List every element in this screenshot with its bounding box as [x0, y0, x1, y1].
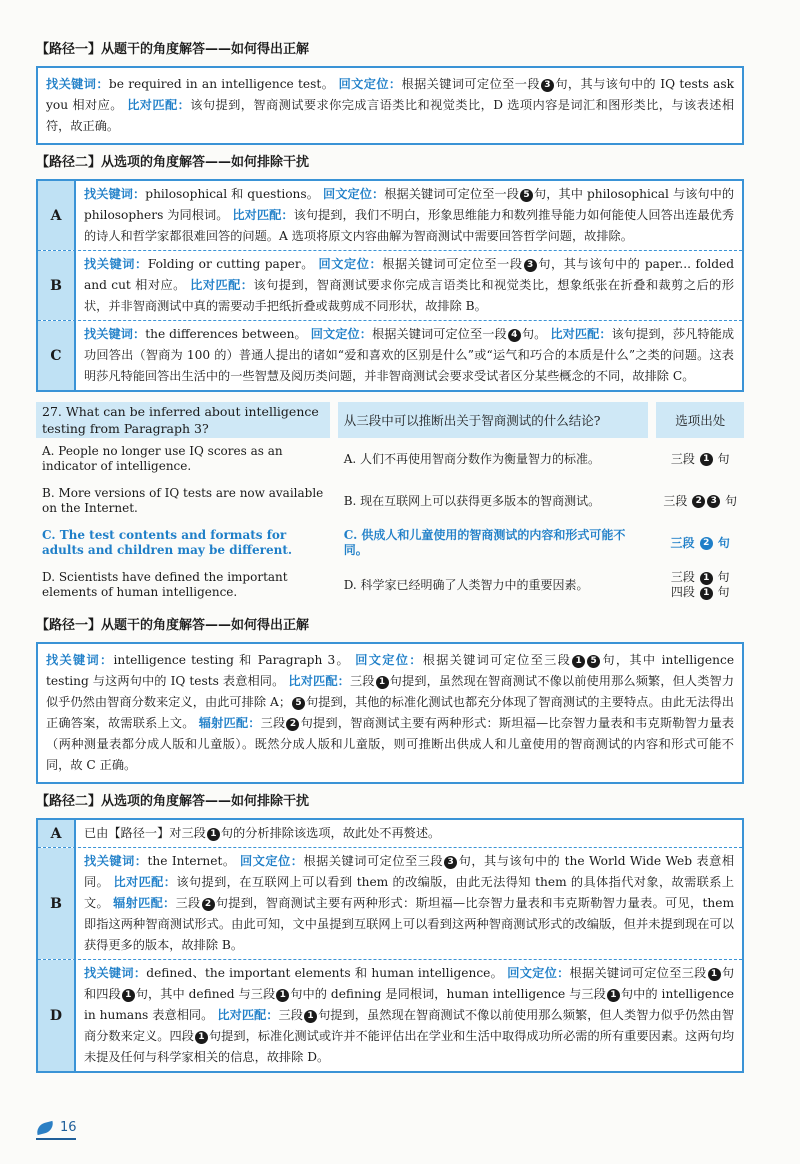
option-zh: B. 现在互联网上可以获得更多版本的智商测试。 [343, 493, 601, 508]
sentence-number-icon: 1 [700, 453, 713, 466]
option-row-d [38, 959, 742, 1071]
match-label: 比对匹配： [127, 98, 191, 112]
option-en: B. More versions of IQ tests are now available on the Internet. [42, 486, 324, 515]
route1-box: 找关键词：be required in an intelligence test。 回文定位：根据关键词可定位至一段 3 句，其与该句中的 IQ tests ask you 相对应。 比对匹配：该句提到，智商测试要求你完成言语类比和视觉类比，D 选项内容是词汇和图形类比，与该表述相符，故正确。 [36, 66, 744, 145]
footer-underline [36, 1138, 76, 1140]
option-label: A [38, 820, 76, 847]
option-text: 找关键词：the differences between。 回文定位：根据关键词可定位至一段 4 句。 比对匹配：该句提到，莎凡特能成功回答出（智商为 100 的）普通人提出的诸如“爱和喜欢的区别是什么”或“运气和巧合的本质是什么”之类的问题。这表明莎凡特能回答出生活中的一些智慧及阅历类问题，并非智商测试会要求受试者区分某些概念的不同，故排除 C。 [84, 327, 735, 383]
route2-title: 【路径二】从选项的角度解答——如何排除干扰 [36, 155, 310, 170]
sentence-number-icon: 5 [587, 655, 600, 668]
chinese-column [338, 402, 649, 606]
route1-box-2: 找关键词：intelligence testing 和 Paragraph 3。 回文定位：根据关键词可定位至三段 1 5 句，其中 intelligence testing 与这两句中的 IQ tests 表意相同。 比对匹配：三段 1 句提到，虽然现在智商测试不像以前使用那么频繁，但人类智力似乎仍然由智商分数来定义，由此可排除 A； 5 句提到，其他的标准化测试也都充分体现了智商测试的主要特点。由此无法得出正确答案，故需联系上文。 辐射匹配：三段 2 句提到，智商测试主要有两种形式：斯坦福—比奈智力量表和韦克斯勒智力量表（两种测量表都分成人版和儿童版）。既然分成人版和儿童版，则可推断出供成人和儿童使用的智商测试的内容和形式可能不同，故 C 正确。 [36, 642, 744, 784]
option-text: 找关键词：defined、the important elements 和 human intelligence。 回文定位：根据关键词可定位至三段 1 句和四段 1 句，其中 defined 与三段 1 句中的 defining 是同根词，human intelligence 与三段 1 句中的 intelligence in humans 表意相同。 比对匹配：三段 1 句提到，虽然现在智商测试不像以前使用那么频繁，但人类智力似乎仍然由智商分数来定义。四段 1 句提到，标准化测试或许并不能评估出在学业和生活中取得成功所必需的所有重要因素。这两句均未提及任何与科学家相关的信息，故排除 D。 [84, 966, 735, 1064]
option-row-a [38, 181, 742, 250]
question-stem-zh: 从三段中可以推断出关于智商测试的什么结论? [338, 402, 649, 438]
route2-options [36, 179, 744, 392]
locate-label: 回文定位： [338, 77, 402, 91]
question-table [36, 402, 744, 606]
route1-title-2: 【路径一】从题干的角度解答——如何得出正解 [36, 618, 310, 633]
sentence-number-icon: 1 [304, 1010, 317, 1023]
option-row-c [38, 320, 742, 390]
sentence-number-icon: 1 [700, 587, 713, 600]
route2-options-2 [36, 818, 744, 1073]
option-text: 已由【路径一】对三段 1 句的分析排除该选项，故此处不再赘述。 [84, 826, 441, 840]
sentence-number-icon: 3 [444, 856, 457, 869]
leaf-icon [35, 1120, 55, 1134]
route2-title-2: 【路径二】从选项的角度解答——如何排除干扰 [36, 794, 310, 809]
option-text: 找关键词：Folding or cutting paper。 回文定位：根据关键词可定位至一段 3 句，其与该句中的 paper... folded and cut 相对应。 比对匹配：该句提到，智商测试要求你完成言语类比和视觉类比，想象纸张在折叠和裁剪之后的形状，并非智商测试中真的需要动手把纸折叠或裁剪成不同形状，故排除 B。 [84, 257, 735, 313]
option-label: C [38, 321, 76, 390]
sentence-number-icon: 3 [541, 79, 554, 92]
sentence-number-icon: 5 [520, 189, 533, 202]
sentence-number-icon: 1 [207, 828, 220, 841]
option-en: D. Scientists have defined the important elements of human intelligence. [42, 570, 288, 599]
sentence-number-icon: 1 [572, 655, 585, 668]
sentence-number-icon: 1 [607, 989, 620, 1002]
sentence-number-icon: 1 [376, 676, 389, 689]
option-zh: D. 科学家已经明确了人类智力中的重要因素。 [343, 577, 589, 592]
sentence-number-icon: 2 [286, 718, 299, 731]
option-source-correct: 三段 2 句 [670, 535, 730, 550]
sentence-number-icon: 1 [195, 1031, 208, 1044]
page-content [36, 40, 744, 1073]
option-text: 找关键词：philosophical 和 questions。 回文定位：根据关键词可定位至一段 5 句，其中 philosophical 与该句中的 philosophers 为同根词。 比对匹配：该句提到，我们不明白，形象思维能力和数列推导能力如何能使人回答出连最优秀的诗人和哲学家都很难回答的问题。A 选项将原文内容曲解为智商测试中需要回答哲学问题，故排除。 [84, 187, 735, 243]
sentence-number-icon: 2 [202, 898, 215, 911]
option-source: 三段 1 句 [670, 451, 730, 466]
option-source: 三段 2 3 句 [663, 493, 738, 508]
question-stem-en: 27. What can be inferred about intelligence testing from Paragraph 3? [36, 402, 330, 438]
option-zh: A. 人们不再使用智商分数作为衡量智力的标准。 [343, 451, 601, 466]
option-row-b [38, 847, 742, 959]
sentence-number-icon: 1 [700, 572, 713, 585]
sentence-number-icon: 3 [707, 495, 720, 508]
page-footer [36, 1120, 77, 1135]
english-column [36, 402, 330, 606]
sentence-number-icon: 4 [508, 329, 521, 342]
option-row-b [38, 250, 742, 320]
option-label: B [38, 848, 76, 959]
option-zh-correct: C. 供成人和儿童使用的智商测试的内容和形式可能不同。 [343, 528, 626, 557]
source-header: 选项出处 [656, 402, 744, 438]
sentence-number-icon: 3 [524, 259, 537, 272]
option-label: A [38, 181, 76, 250]
sentence-number-icon: 5 [292, 697, 305, 710]
option-label: B [38, 251, 76, 320]
sentence-number-icon: 2 [692, 495, 705, 508]
option-source: 三段 1 句 四段 1 句 [670, 570, 730, 599]
option-label: D [38, 960, 76, 1071]
sentence-number-icon: 2 [700, 537, 713, 550]
sentence-number-icon: 1 [122, 989, 135, 1002]
option-en-correct: C. The test contents and formats for adults and children may be different. [42, 528, 293, 557]
option-en: A. People no longer use IQ scores as an indicator of intelligence. [42, 444, 283, 473]
sentence-number-icon: 1 [708, 968, 721, 981]
option-text: 找关键词：the Internet。 回文定位：根据关键词可定位至三段 3 句，其与该句中的 the World Wide Web 表意相同。 比对匹配：该句提到，在互联网上可以看到 them 的改编版，由此无法得知 them 的具体指代对象，故需联系上文。 辐射匹配：三段 2 句提到，智商测试主要有两种形式：斯坦福—比奈智力量表和韦克斯勒智力量表。可见，them 即指这两种智商测试形式。由此可知，文中虽提到互联网上可以看到这两种智商测试形式的改编版，但并未提到现在可以获得更多的版本，故排除 B。 [84, 854, 735, 952]
source-column [656, 402, 744, 606]
option-row-a [38, 820, 742, 847]
route1-title: 【路径一】从题干的角度解答——如何得出正解 [36, 42, 310, 57]
page-number: 16 [60, 1120, 77, 1135]
keyword-label: 找关键词： [46, 77, 109, 91]
sentence-number-icon: 1 [276, 989, 289, 1002]
